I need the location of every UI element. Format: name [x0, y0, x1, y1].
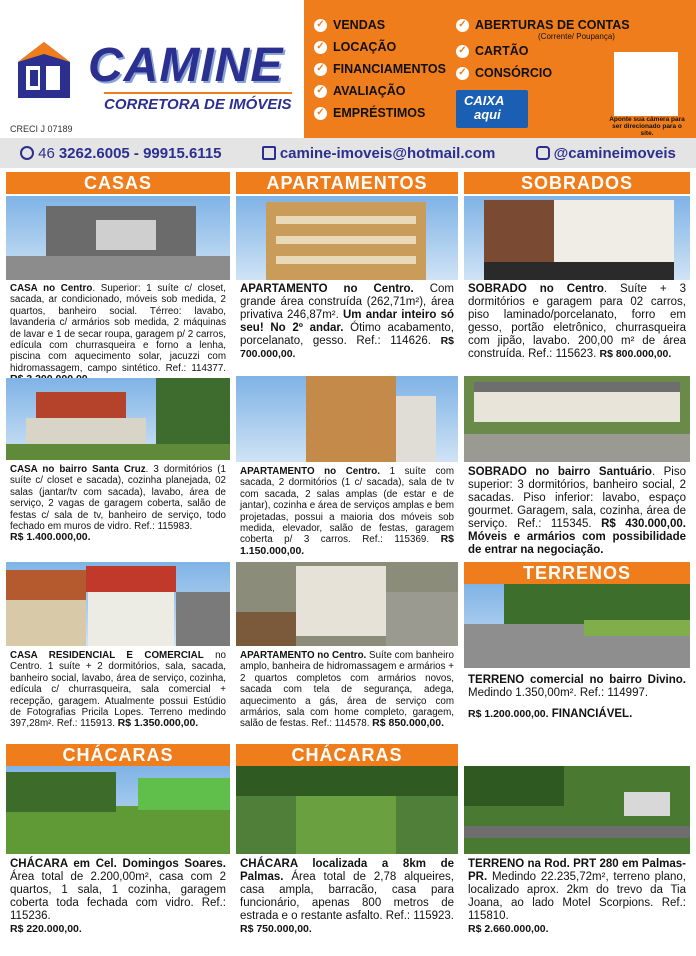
- check-icon: ✓: [456, 45, 469, 58]
- check-icon: ✓: [456, 67, 469, 80]
- contact-bar: [0, 138, 696, 168]
- service-locacao: ✓ LOCAÇÃO: [314, 40, 446, 54]
- caixa-aqui-badge: CAIXA aqui: [456, 90, 528, 128]
- check-icon: ✓: [314, 63, 327, 76]
- casa3-photo: [6, 562, 230, 646]
- brand-name: CAMINE: [88, 39, 284, 92]
- qr-caption: Aponte sua câmera para ser direcionado para o site.: [609, 116, 685, 137]
- service-aberturas-de-contas: ✓ ABERTURAS DE CONTAS: [456, 18, 630, 32]
- terreno1-photo: [464, 584, 690, 668]
- check-icon: ✓: [314, 85, 327, 98]
- brand-subtitle: CORRETORA DE IMÓVEIS: [104, 92, 292, 113]
- casa2-photo: [6, 378, 230, 460]
- chacara1-photo: [6, 766, 230, 854]
- apto2-photo: [236, 376, 458, 462]
- apto3-photo: [236, 562, 458, 646]
- envelope-icon: [262, 146, 276, 160]
- casa2-text: CASA no bairro Santa Cruz. 3 dormitórios (1 suíte c/ closet e sacada), cozinha planejada, 02 salas (jantar/tv com sacada), lavabo, área de serviço, 2 vagas de garagem coberta, salão de festas c/ sala de tv, banheiro de serviço, todo fechado em muros de vidro. Ref.: 115983. R$ 1.400.000,00.: [10, 464, 226, 544]
- check-icon: ✓: [314, 107, 327, 120]
- services-list-right: [456, 18, 630, 80]
- apto1-text: APARTAMENTO no Centro. Com grande área construída (262,71m²), área privativa 246,87m². Um andar inteiro só seu! No 2º andar. Ótimo acabamento, porcelanato, gesso. Ref.: 114626. R$ 700.000,00.: [240, 283, 454, 360]
- apto2-text: APARTAMENTO no Centro. 1 suíte com sacada, 2 dormitórios (1 c/ sacada), sala de tv com sacada, 2 salas amplas (de estar e de jantar), cozinha e área de serviços amplas e bem projetadas, possui a maioria dos móveis sob medida, elevador, salão de festas, garagem coberta p/ 3 carros. Ref.: 115369. R$ 1.150.000,00.: [240, 466, 455, 557]
- qr-code[interactable]: [614, 52, 678, 116]
- section-terrenos: TERRENOS: [464, 562, 690, 584]
- section-chacaras-2: CHÁCARAS: [236, 744, 458, 766]
- contact-instagram[interactable]: @camineimoveis: [536, 145, 676, 162]
- instagram-icon: [536, 146, 550, 160]
- house-logo-icon: [16, 40, 72, 100]
- casa3-text: CASA RESIDENCIAL E COMERCIAL no Centro. 1 suíte + 2 dormitórios, sala, sacada, banheiro social, lavabo, área de serviço, cozinha, edícula c/ churrasqueira, sala comercial + recepção, garagem. Atualmente possui Estúdio de Fotografias Pricila Lopes. Terreno medindo 397,28m². Ref.: 115913. R$ 1.350.000,00.: [10, 650, 226, 730]
- service-cartao: ✓ CARTÃO: [456, 44, 630, 58]
- service-vendas: ✓ VENDAS: [314, 18, 446, 32]
- section-casas: CASAS: [6, 172, 230, 194]
- section-sobrados: SOBRADOS: [464, 172, 690, 194]
- chacara1-text: CHÁCARA em Cel. Domingos Soares. Área total de 2.200,00m², casa com 2 quartos, 1 sala, 1 cozinha, garagem coberta toda fechada com vidro. Ref.: 115236. R$ 220.000,00.: [10, 858, 226, 935]
- service-financiamentos: ✓ FINANCIAMENTOS: [314, 62, 446, 76]
- section-chacaras-1: CHÁCARAS: [6, 744, 230, 766]
- service-consorcio: ✓ CONSÓRCIO: [456, 66, 630, 80]
- apto1-photo: [236, 196, 458, 280]
- service-avaliacao: ✓ AVALIAÇÃO: [314, 84, 446, 98]
- section-apartamentos: APARTAMENTOS: [236, 172, 458, 194]
- terreno2-photo: [464, 766, 690, 854]
- creci-number: CRECI J 07189: [10, 124, 73, 134]
- whatsapp-icon: [20, 146, 34, 160]
- services-list-left: [314, 18, 446, 120]
- contact-phone[interactable]: 46 3262.6005 - 99915.6115: [20, 145, 221, 162]
- sobrado1-photo: [464, 196, 690, 280]
- terreno2-text: TERRENO na Rod. PRT 280 em Palmas-PR. Medindo 22.235,72m², terreno plano, localizado aprox. 2km do trevo da Tia Joana, ao lado Motel Scorpions. Ref.: 115810. R$ 2.660.000,00.: [468, 858, 686, 935]
- service-emprestimos: ✓ EMPRÉSTIMOS: [314, 106, 446, 120]
- contact-email[interactable]: camine-imoveis@hotmail.com: [262, 145, 496, 162]
- check-icon: ✓: [314, 19, 327, 32]
- sobrado2-photo: [464, 376, 690, 462]
- chacara2-photo: [236, 766, 458, 854]
- terreno1-text: TERRENO comercial no bairro Divino. Medindo 1.350,00m². Ref.: 114997. R$ 1.200.000,00. FINANCIÁVEL.: [468, 674, 686, 720]
- check-icon: ✓: [456, 19, 469, 32]
- casa1-photo: [6, 196, 230, 280]
- service-accounts-note: (Corrente/ Poupança): [538, 32, 615, 41]
- check-icon: ✓: [314, 41, 327, 54]
- apto3-text: APARTAMENTO no Centro. Suíte com banheiro amplo, banheira de hidromassagem e armários + 2 quartos completos com armários novos, sacada com tela de segurança, adega, aquecimento a gás, área de serviço com armários, sala com home completo, garagem, salão de festas. Ref.: 114578. R$ 850.000,00.: [240, 650, 455, 730]
- sobrado2-text: SOBRADO no bairro Santuário. Piso superior: 3 dormitórios, banheiro social, 2 sacadas. Piso inferior: lavabo, espaço gourmet. Garagem, sala, cozinha, área de serviço. Ref.: 115345. R$ 430.000,00. Móveis e armários com possibilidade de entrar na negociação.: [468, 466, 686, 556]
- casa1-text: CASA no Centro. Superior: 1 suíte c/ closet, sacada, ar condicionado, móveis sob medida, 2 quartos, banheiro social. Térreo: lavabo, lavanderia c/ armários sob medida, 2 máquinas de lavar e 1 de secar roupa, garagem p/ 2 carros, edícula com churrasqueira e forno a lenha, piscina com aquecimento solar, jacuzzi com hidromassagem, campo sintético. Ref.: 114377.: [10, 283, 226, 374]
- chacara2-text: CHÁCARA localizada a 8km de Palmas. Área total de 2,78 alqueires, casa ampla, barracão, casa para funcionário, apenas 800 metros de estrada e o restante asfalto. Ref.: 115923. R$ 750.000,00.: [240, 858, 454, 935]
- sobrado1-text: SOBRADO no Centro. Suíte + 3 dormitórios e garagem para 02 carros, piso laminado/porcelanato, forro em gesso, portão eletrônico, churrasqueira com jipão, lavabo. 200,00 m² de área construída. Ref.: 115623. R$ 800.000,00.: [468, 283, 687, 360]
